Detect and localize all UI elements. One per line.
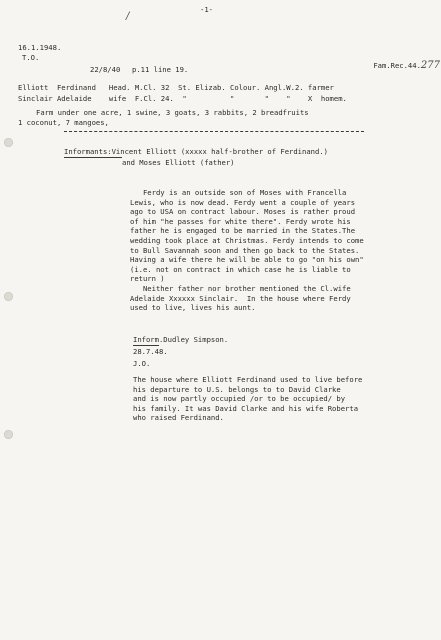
- text-line: Neither father nor brother mentioned the Cl.wife: [130, 284, 351, 293]
- text-line: father he is engaged to be married in the States.The: [130, 226, 356, 236]
- page-number: -1-: [200, 5, 213, 14]
- initials: T.O.: [22, 53, 40, 62]
- informants-underline: [64, 157, 122, 158]
- text-line: Adelaide Xxxxxx Sinclair. In the house where Ferdy: [130, 293, 351, 303]
- text-line: his family. It was David Clarke and his wife Roberta: [133, 403, 359, 413]
- punch-hole: [4, 138, 13, 147]
- handwritten-mark: /: [126, 11, 130, 22]
- text-line: who raised Ferdinand.: [133, 413, 224, 423]
- text-line: The house where Elliott Ferdinand used to live before: [133, 375, 363, 384]
- informants-line-1: Informants:Vincent Elliott (xxxxx half-brother of Ferdinand.): [64, 147, 328, 156]
- punch-hole: [4, 292, 13, 301]
- family-record-number: Fam.Rec.44.277: [373, 60, 441, 72]
- page-line-ref: p.11 line 19.: [132, 65, 189, 74]
- text-line: Having a wife there he will be able to go "on his own": [130, 255, 364, 265]
- text-line: (i.e. not on contract in which case he is liable to: [130, 264, 351, 274]
- informant-2-date: 28.7.48.: [133, 347, 168, 356]
- informant-2-underline: [133, 345, 159, 346]
- text-line: his departure to U.S. belongs to to David Clarke: [133, 384, 341, 394]
- text-line: Ferdy is an outside son of Moses with Francella: [130, 188, 347, 197]
- property-line-1: Farm under one acre, 1 swine, 3 goats, 3 rabbits, 2 breadfruits: [36, 108, 309, 117]
- text-line: Lewis, who is now dead. Ferdy went a couple of years: [130, 197, 356, 207]
- text-line: of him "he passes for white there". Ferdy wrote his: [130, 216, 351, 226]
- property-line-2: 1 coconut, 7 mangoes,: [18, 118, 109, 127]
- date: 16.1.1948.: [18, 43, 62, 52]
- text-line: and is now partly occupied /or to be occupied/ by: [133, 394, 346, 404]
- household-row-1: Elliott Ferdinand Head. M.Cl. 32 St. Elizab. Colour. Angl.W.2. farmer: [18, 83, 334, 92]
- household-row-2: Sinclair Adelaide wife F.Cl. 24. " " " " X homem.: [18, 94, 347, 103]
- text-line: used to live, lives his aunt.: [130, 303, 256, 313]
- informant-2-initials: J.O.: [133, 359, 151, 368]
- text-line: ago to USA on contract labour. Moses is rather proud: [130, 207, 356, 217]
- reference-date: 22/8/40: [90, 65, 121, 74]
- informant-2-line-1: Inform.Dudley Simpson.: [133, 335, 229, 344]
- text-line: wedding took place at Christmas. Ferdy intends to come: [130, 236, 364, 245]
- text-line: to Bull Savannah soon and then go back to the States.: [130, 245, 360, 255]
- dashed-divider: [64, 131, 364, 132]
- informants-line-2: and Moses Elliott (father): [122, 158, 235, 167]
- text-line: return ): [130, 274, 165, 284]
- punch-hole: [4, 430, 13, 439]
